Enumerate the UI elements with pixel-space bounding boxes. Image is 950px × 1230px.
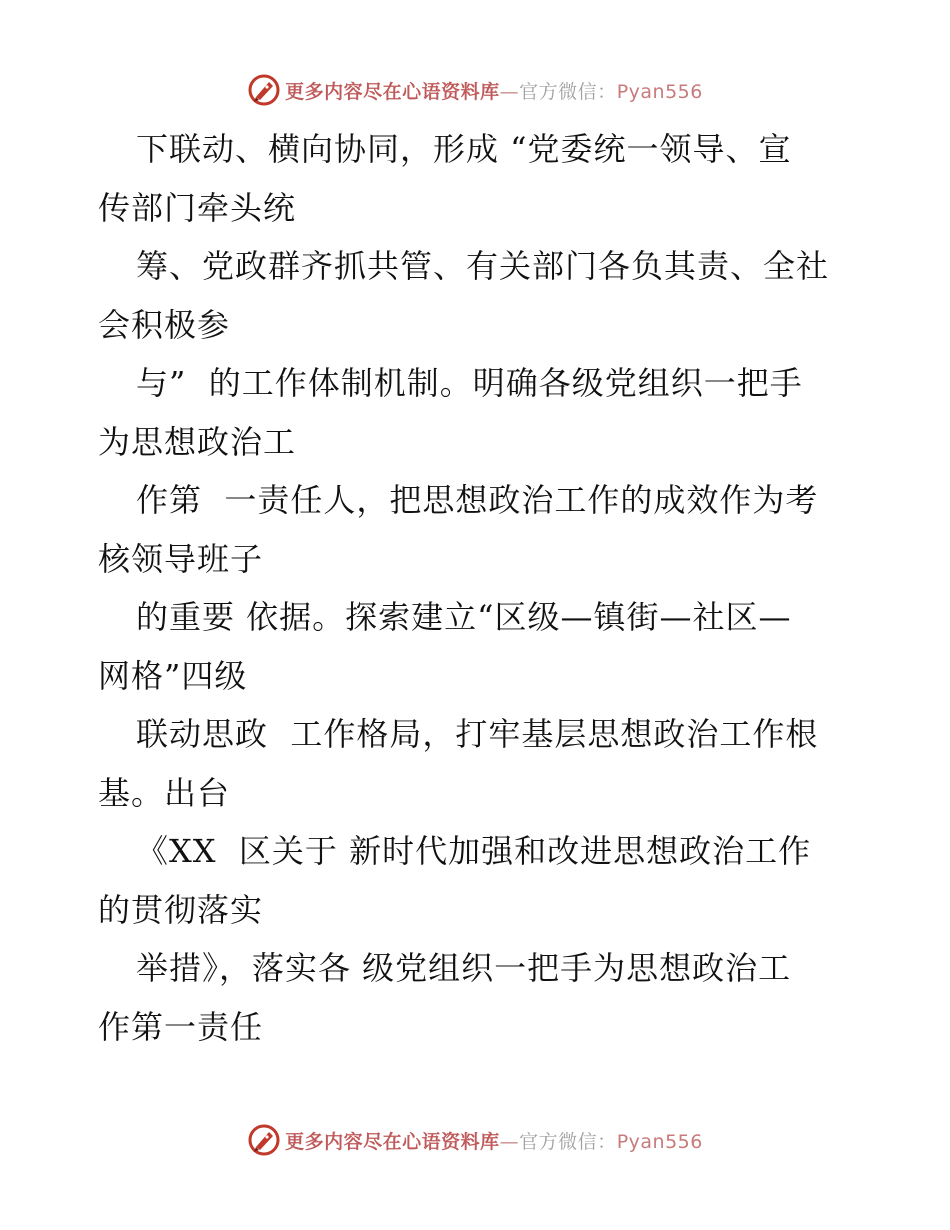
pen-logo-icon bbox=[247, 73, 281, 107]
text-line: 举措》，落实各 级党组织一把手为思想政治工 bbox=[136, 949, 792, 987]
text-line: 传部门牵头统 bbox=[98, 188, 297, 227]
text-line: 筹、党政群齐抓共管、有关部门各负其责、全社 bbox=[136, 247, 830, 285]
text-line: 为思想政治工 bbox=[98, 422, 297, 461]
text-line: 《XX 区关于 新时代加强和改进思想政治工作 bbox=[136, 832, 812, 870]
text-line: 与” 的工作体制机制。明确各级党组织一把手 bbox=[136, 364, 803, 402]
banner-main-text: 更多内容尽在心语资料库 bbox=[285, 1130, 500, 1153]
text-line: 基。出台 bbox=[98, 773, 231, 812]
text-line: 下联动、横向协同，形成 “党委统一领导、宣 bbox=[136, 130, 792, 168]
banner-text bbox=[285, 1127, 703, 1154]
banner-dash: — bbox=[499, 1130, 520, 1153]
text-line: 的贯彻落实 bbox=[98, 890, 264, 929]
footer-banner bbox=[0, 1120, 950, 1160]
banner-wechat-label: 官方微信： bbox=[519, 80, 617, 103]
text-line: 核领导班子 bbox=[98, 539, 264, 578]
banner-wechat-label: 官方微信： bbox=[519, 1130, 617, 1153]
document-body bbox=[98, 120, 868, 1056]
pen-logo-icon bbox=[247, 1123, 281, 1157]
banner-text bbox=[285, 77, 703, 104]
text-line: 作第一责任 bbox=[98, 1007, 264, 1046]
header-banner bbox=[0, 70, 950, 110]
text-line: 作第 一责任人，把思想政治工作的成效作为考 bbox=[136, 481, 819, 519]
text-line: 会积极参 bbox=[98, 305, 231, 344]
banner-main-text: 更多内容尽在心语资料库 bbox=[285, 80, 500, 103]
banner-wechat-id: Pyan556 bbox=[616, 1130, 703, 1153]
text-line: 联动思政 工作格局，打牢基层思想政治工作根 bbox=[136, 715, 819, 753]
text-line: 的重要 依据。探索建立“区级—镇街—社区— bbox=[136, 598, 792, 636]
banner-wechat-id: Pyan556 bbox=[616, 80, 703, 103]
banner-dash: — bbox=[499, 80, 520, 103]
text-line: 网格”四级 bbox=[98, 656, 248, 695]
